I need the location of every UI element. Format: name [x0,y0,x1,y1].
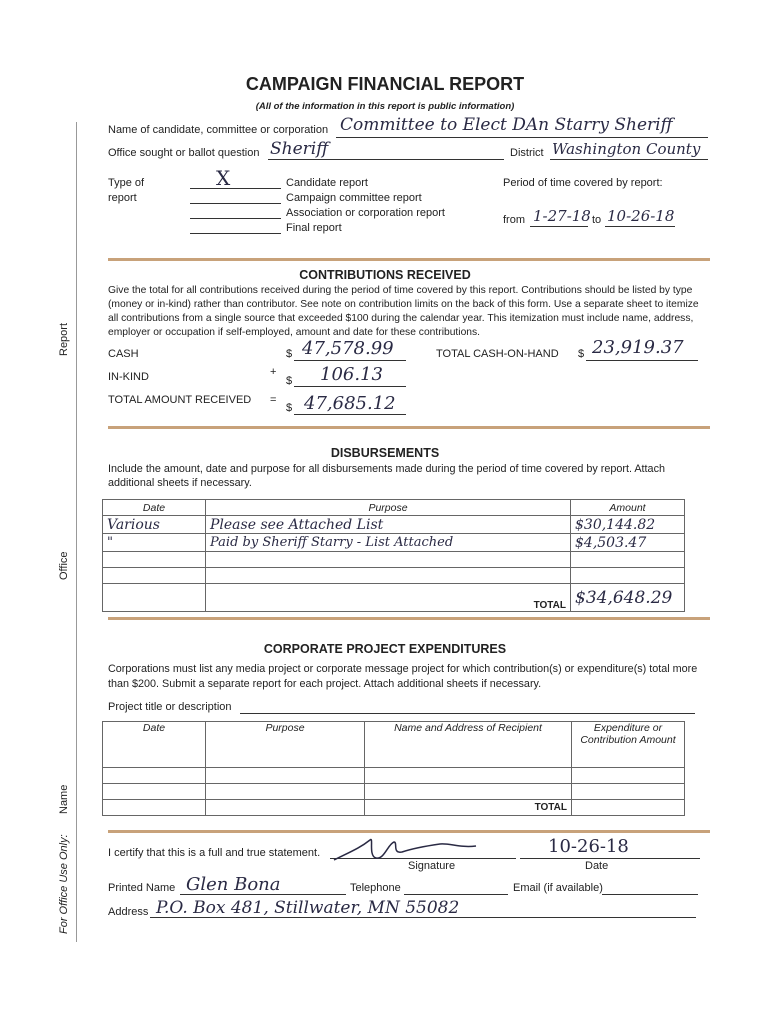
corporate-instructions: Corporations must list any media project or corporate message project for which contribution(s) or expenditure(s) total more than $200. Submit a separate report for each project. Attach additional sheets if necessary. [108,663,698,690]
corporate-total-value[interactable] [572,800,685,816]
type-candidate: Candidate report [286,177,368,189]
total-received-dollar: $ [286,402,293,414]
telephone-label: Telephone [350,882,401,894]
disbursements-heading: DISBURSEMENTS [330,446,440,460]
period-label: Period of time covered by report: [503,177,663,189]
row-purpose[interactable] [206,552,571,568]
contributions-instructions: Give the total for all contributions received during the period of time covered by this report. Contributions should be listed by type (money or in-kind) rather than contributor. See note on contribution limits on the back of this form. Use a separate sheet to itemize all contributions from a single source that exceeded $100 during the calendar year. This itemization must include name, address, employer or occupation if self-employed, amount and date for these contributions. [108,285,699,338]
telephone-line[interactable] [404,894,508,895]
cash-dollar: $ [286,348,293,360]
type-line-1[interactable] [190,188,281,189]
disbursements-total-label: TOTAL [206,584,571,612]
table-row[interactable] [103,568,685,584]
divider-certify [108,830,710,833]
total-blank [103,584,206,612]
coh-dollar: $ [578,348,585,360]
from-value[interactable]: 1-27-18 [533,207,591,225]
type-label-2: report [108,192,137,204]
certify-date-value[interactable]: 10-26-18 [548,836,629,857]
corporate-table [102,721,685,816]
type-association: Association or corporation report [286,207,445,219]
divider-contributions [108,258,710,261]
signature-label: Signature [408,860,456,872]
project-label: Project title or description [108,701,232,713]
district-value[interactable]: Washington County [552,140,701,158]
side-label-name: Name [58,784,70,814]
printed-name-label: Printed Name [108,882,176,894]
table-row[interactable] [103,784,685,800]
page-subtitle: (All of the information in this report is public information) [255,101,515,112]
corp-col-date: Date [103,722,206,768]
row-purpose[interactable]: Paid by Sheriff Starry - List Attached [206,534,571,552]
district-line [550,159,708,160]
coh-label: TOTAL CASH-ON-HAND [436,348,559,360]
from-label: from [503,214,525,226]
inkind-value[interactable]: 106.13 [320,364,383,385]
row-purpose[interactable]: Please see Attached List [206,516,571,534]
corp-col-amount: Expenditure or Contribution Amount [572,722,685,768]
corporate-total-label: TOTAL [365,800,572,816]
office-label: Office sought or ballot question [108,147,260,159]
row-amount[interactable]: $30,144.82 [571,516,685,534]
office-line [268,159,504,160]
col-purpose: Purpose [206,500,571,516]
cash-line [294,360,406,361]
disbursements-table [102,499,685,612]
side-label-office-use: For Office Use Only: [58,834,70,934]
coh-value[interactable]: 23,919.37 [592,337,684,358]
total-received-line [294,414,406,415]
office-value[interactable]: Sheriff [270,139,329,159]
from-line [530,226,588,227]
to-line [605,226,675,227]
inkind-plus: + [270,366,277,378]
divider-corporate [108,617,710,620]
side-label-report: Report [58,322,70,356]
type-committee: Campaign committee report [286,192,422,204]
disbursements-instructions: Include the amount, date and purpose for all disbursements made during the period of time covered by report. Attach additional sheets if necessary. [108,463,665,489]
date-label: Date [585,860,609,872]
table-row[interactable] [103,552,685,568]
row-date[interactable]: Various [103,516,206,534]
corporate-heading: CORPORATE PROJECT EXPENDITURES [263,642,507,656]
col-amount: Amount [571,500,685,516]
address-value[interactable]: P.O. Box 481, Stillwater, MN 55082 [156,898,460,918]
email-label: Email (if available) [513,882,603,894]
name-value[interactable]: Committee to Elect DAn Starry Sheriff [340,115,673,135]
page-title: CAMPAIGN FINANCIAL REPORT [245,74,525,94]
inkind-dollar: $ [286,375,293,387]
total-received-value[interactable]: 47,685.12 [304,393,396,414]
row-date[interactable] [103,552,206,568]
cash-value[interactable]: 47,578.99 [302,338,394,359]
disbursements-total-value[interactable]: $34,648.29 [571,584,685,612]
corp-col-recipient: Name and Address of Recipient [365,722,572,768]
table-row[interactable] [103,768,685,784]
total-received-equals: = [270,394,277,406]
email-line[interactable] [602,894,698,895]
district-label: District [510,147,544,159]
type-final: Final report [286,222,342,234]
printed-name-value[interactable]: Glen Bona [186,874,281,895]
date-line [520,858,700,859]
name-line [336,137,708,138]
row-date[interactable] [103,568,206,584]
type-label: Type of [108,177,145,189]
type-line-2[interactable] [190,203,281,204]
table-row[interactable] [103,534,685,552]
coh-line [586,360,698,361]
contributions-heading: CONTRIBUTIONS RECEIVED [299,268,471,282]
address-label: Address [108,906,149,918]
side-label-office: Office [58,551,70,580]
row-date[interactable]: " [103,534,206,552]
project-line[interactable] [240,713,695,714]
type-line-4[interactable] [190,233,281,234]
inkind-label: IN-KIND [108,371,149,383]
table-row[interactable] [103,516,685,534]
divider-disbursements [108,426,710,429]
cash-label: CASH [108,348,139,360]
inkind-line [294,386,406,387]
type-line-3[interactable] [190,218,281,219]
to-value[interactable]: 10-26-18 [607,207,675,225]
side-rule [76,122,77,942]
to-label: to [592,214,602,226]
row-amount[interactable] [571,568,685,584]
row-amount[interactable] [571,552,685,568]
col-date: Date [103,500,206,516]
corp-col-purpose: Purpose [206,722,365,768]
row-amount[interactable]: $4,503.47 [571,534,685,552]
name-label: Name of candidate, committee or corporation [108,124,329,136]
row-purpose[interactable] [206,568,571,584]
certify-statement: I certify that this is a full and true statement. [108,847,321,859]
total-received-label: TOTAL AMOUNT RECEIVED [108,394,252,406]
type-checkmark: X [216,166,231,190]
